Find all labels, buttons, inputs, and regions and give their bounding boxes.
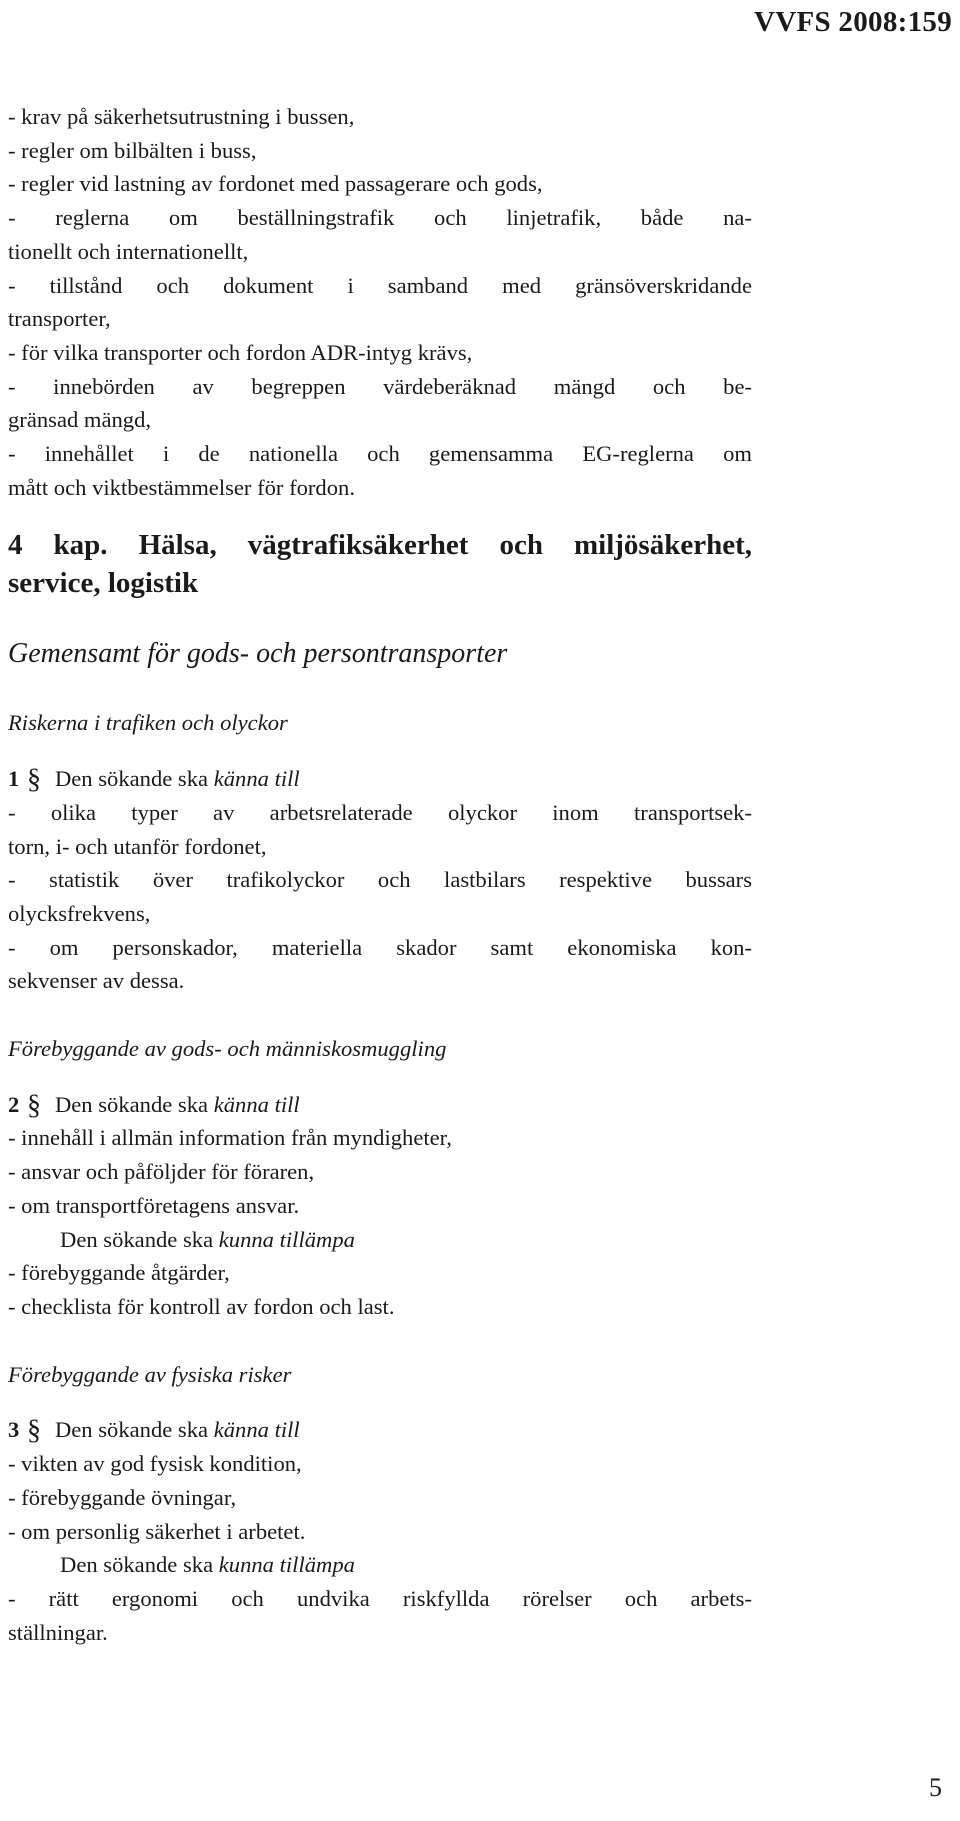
- list-item: - rätt ergonomi och undvika riskfyllda rörelser och arbets-: [8, 1585, 752, 1611]
- list-item: - olika typer av arbetsrelaterade olyckor inom transportsek-: [8, 799, 752, 825]
- list-item-continuation: transporter,: [8, 306, 111, 332]
- list-item: - statistik över trafikolyckor och lastbilars respektive bussars: [8, 867, 752, 893]
- intro-text: Den sökande ska: [60, 1226, 214, 1252]
- section-sign-icon: [19, 1088, 49, 1122]
- list-item-continuation: tionellt och internationellt,: [8, 238, 249, 264]
- paragraph-intro-secondary: [8, 1548, 752, 1582]
- subheading: Gemensamt för gods- och persontransporter: [8, 638, 508, 670]
- paragraph-intro-secondary: [8, 1223, 752, 1257]
- section-sign-icon: [19, 1413, 49, 1447]
- intro-text: Den sökande ska: [54, 1417, 209, 1443]
- section-title: Förebyggande av gods- och människosmuggling: [8, 1036, 447, 1062]
- svg-text:§: §: [27, 1415, 42, 1446]
- list-item-continuation: ställningar.: [8, 1619, 108, 1645]
- paragraph-intro: [8, 1413, 752, 1447]
- paragraph-intro: [8, 1088, 752, 1122]
- section-title: Förebyggande av fysiska risker: [8, 1361, 292, 1387]
- document-reference-header: VVFS 2008:159: [753, 6, 952, 38]
- list-item-continuation: olycksfrekvens,: [8, 900, 151, 926]
- list-item: - checklista för kontroll av fordon och last.: [8, 1293, 395, 1319]
- list-item: - ansvar och påföljder för föraren,: [8, 1159, 315, 1185]
- list-item: - innehåll i allmän information från myndigheter,: [8, 1125, 452, 1151]
- chapter-heading-line: 4 kap. Hälsa, vägtrafiksäkerhet och miljösäkerhet,: [8, 529, 752, 562]
- chapter-heading-line: service, logistik: [8, 567, 199, 600]
- paragraph-number: 3: [8, 1417, 20, 1443]
- intro-emphasis: känna till: [213, 1091, 300, 1117]
- list-item: - tillstånd och dokument i samband med gränsöverskridande: [8, 272, 752, 298]
- chapter-heading: [8, 526, 752, 602]
- list-item: - om transportföretagens ansvar.: [8, 1192, 300, 1218]
- list-item-continuation: sekvenser av dessa.: [8, 968, 185, 994]
- list-item: - regler vid lastning av fordonet med passagerare och gods,: [8, 171, 543, 197]
- paragraph-number: 2: [8, 1091, 20, 1117]
- page-number: 5: [929, 1773, 942, 1802]
- paragraph-intro: [8, 762, 752, 796]
- list-item: - förebyggande åtgärder,: [8, 1260, 230, 1286]
- intro-emphasis: kunna tillämpa: [218, 1552, 355, 1578]
- intro-text: Den sökande ska: [60, 1552, 214, 1578]
- list-item: - förebyggande övningar,: [8, 1484, 237, 1510]
- requirements-list: [8, 100, 752, 504]
- paragraph-number: 1: [8, 766, 20, 792]
- svg-text:§: §: [27, 1089, 42, 1120]
- list-item: - för vilka transporter och fordon ADR-intyg krävs,: [8, 339, 473, 365]
- list-item: - om personlig säkerhet i arbetet.: [8, 1518, 306, 1544]
- list-item-continuation: mått och viktbestämmelser för fordon.: [8, 474, 355, 500]
- list-item: - reglerna om beställningstrafik och linjetrafik, både na-: [8, 205, 752, 231]
- section-title: Riskerna i trafiken och olyckor: [8, 710, 288, 736]
- list-item: - om personskador, materiella skador samt ekonomiska kon-: [8, 934, 752, 960]
- intro-emphasis: känna till: [213, 766, 300, 792]
- list-item: - krav på säkerhetsutrustning i bussen,: [8, 104, 355, 129]
- svg-text:§: §: [27, 764, 42, 795]
- section-sign-icon: [19, 762, 49, 796]
- intro-emphasis: kunna tillämpa: [218, 1226, 355, 1252]
- list-item: - innebörden av begreppen värdeberäknad mängd och be-: [8, 373, 752, 399]
- list-item: - innehållet i de nationella och gemensamma EG-reglerna om: [8, 441, 752, 467]
- list-item-continuation: torn, i- och utanför fordonet,: [8, 833, 267, 859]
- intro-emphasis: känna till: [213, 1417, 300, 1443]
- list-item: - regler om bilbälten i buss,: [8, 137, 257, 163]
- list-item-continuation: gränsad mängd,: [8, 407, 152, 433]
- intro-text: Den sökande ska: [54, 766, 209, 792]
- list-item: - vikten av god fysisk kondition,: [8, 1451, 302, 1477]
- intro-text: Den sökande ska: [54, 1091, 209, 1117]
- document-body: [8, 100, 752, 1649]
